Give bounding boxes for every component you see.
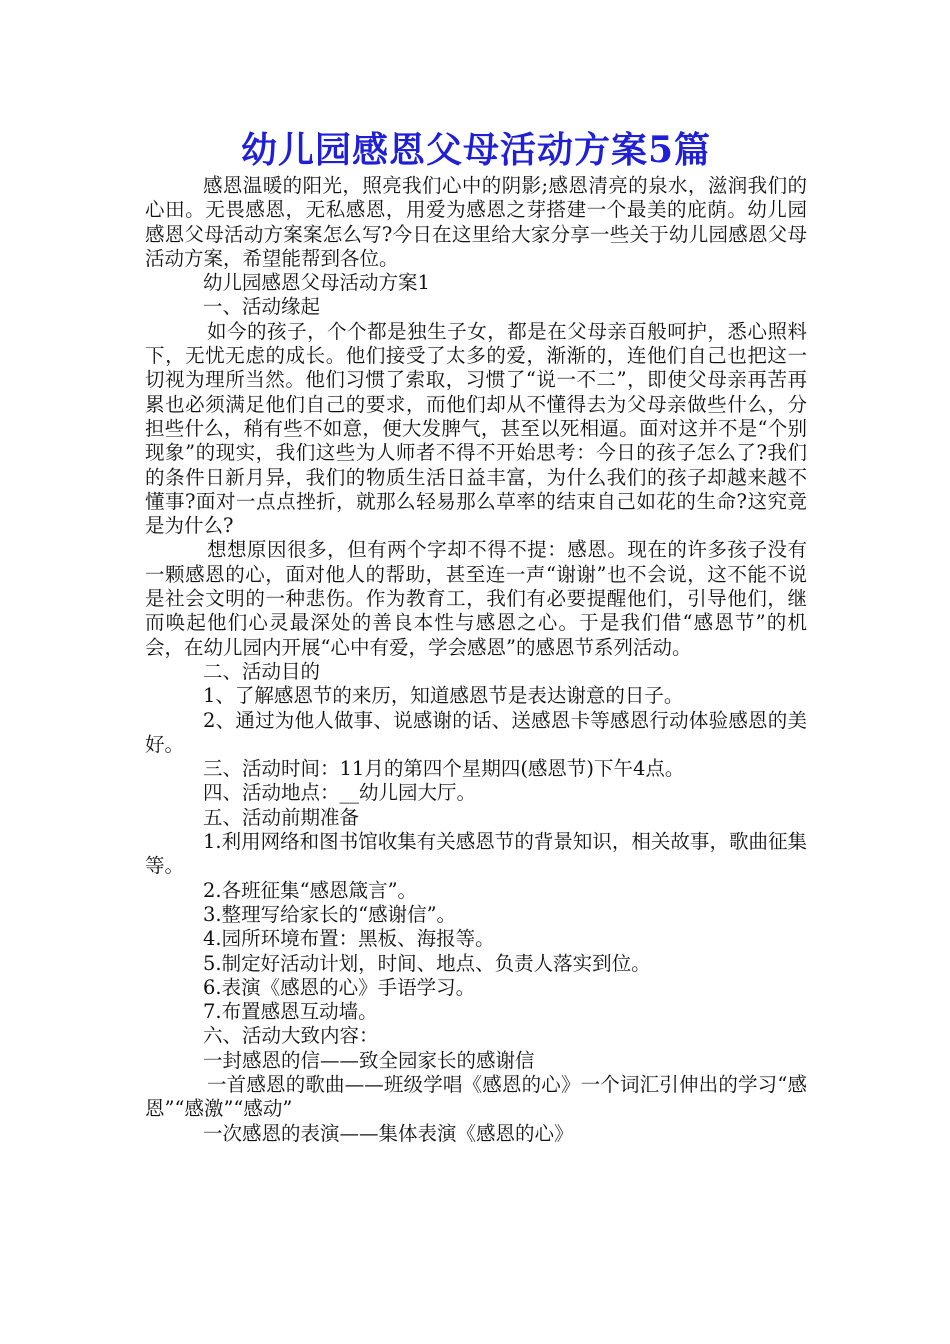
paragraph-sec5-item5: 5.制定好活动计划，时间、地点、负责人落实到位。 xyxy=(203,951,651,975)
paragraph-sec3: 三、活动时间：11月的第四个星期四(感恩节)下午4点。 xyxy=(203,757,685,781)
paragraph-sec1-heading: 一、活动缘起 xyxy=(203,295,321,319)
paragraph-sec5-item6: 6.表演《感恩的心》手语学习。 xyxy=(203,975,476,999)
paragraph-sec5-item4: 4.园所环境布置：黑板、海报等。 xyxy=(203,927,495,951)
paragraph-sec2-heading: 二、活动目的 xyxy=(203,659,321,683)
document-body xyxy=(145,174,807,1146)
paragraph-sec6-heading: 六、活动大致内容： xyxy=(203,1024,379,1048)
paragraph-sec5-item7: 7.布置感恩互动墙。 xyxy=(203,1000,378,1024)
paragraph-intro: 感恩温暖的阳光，照亮我们心中的阴影;感恩清亮的泉水，滋润我们的心田。无畏感恩，无私感恩，用爱为感恩之芽搭建一个最美的庇荫。幼儿园感恩父母活动方案案怎么写?今日在这里给大家分享一些关于幼儿园感恩父母活动方案，希望能帮到各位。 xyxy=(145,174,807,270)
document-page xyxy=(145,128,807,1146)
paragraph-sec6-item3: 一次感恩的表演——集体表演《感恩的心》 xyxy=(203,1121,574,1145)
paragraph-sec1-p2: 想想原因很多，但有两个字却不得不提：感恩。现在的许多孩子没有一颗感恩的心，面对他人的帮助，甚至连一声“谢谢”也不会说，这不能不说是社会文明的一种悲伤。作为教育工，我们有必要提醒他们，引导他们，继而唤起他们心灵最深处的善良本性与感恩之心。于是我们借“感恩节”的机会，在幼儿园内开展“心中有爱，学会感恩”的感恩节系列活动。 xyxy=(145,538,807,659)
paragraph-sec5-item2: 2.各班征集“感恩箴言”。 xyxy=(203,878,418,902)
paragraph-sec6-item1: 一封感恩的信——致全园家长的感谢信 xyxy=(203,1048,535,1072)
paragraph-sec5-item1: 1.利用网络和图书馆收集有关感恩节的背景知识，相关故事，歌曲征集等。 xyxy=(145,830,807,878)
paragraph-plan1-heading: 幼儿园感恩父母活动方案1 xyxy=(203,271,430,295)
paragraph-sec6-item2: 一首感恩的歌曲——班级学唱《感恩的心》一个词汇引伸出的学习“感恩”“感激”“感动” xyxy=(145,1072,807,1121)
paragraph-sec2-item1: 1、了解感恩节的来历，知道感恩节是表达谢意的日子。 xyxy=(203,684,684,708)
paragraph-sec5-heading: 五、活动前期准备 xyxy=(203,805,360,829)
paragraph-sec1-p1: 如今的孩子，个个都是独生子女，都是在父母亲百般呵护，悉心照料下，无忧无虑的成长。他们接受了太多的爱，渐渐的，连他们自己也把这一切视为理所当然。他们习惯了索取，习惯了“说一不二”，即使父母亲再苦再累也必须满足他们自己的要求，而他们却从不懂得去为父母亲做些什么，分担些什么，稍有些不如意，便大发脾气，甚至以死相逼。面对这并不是“个别现象”的现实，我们这些为人师者不得不开始思考：今日的孩子怎么了?我们的条件日新月异，我们的物质生活日益丰富，为什么我们的孩子却越来越不懂事?面对一点点挫折，就那么轻易那么草率的结束自己如花的生命?这究竟是为什么? xyxy=(145,319,807,538)
paragraph-sec5-item3: 3.整理写给家长的“感谢信”。 xyxy=(203,902,457,926)
paragraph-sec2-item2: 2、通过为他人做事、说感谢的话、送感恩卡等感恩行动体验感恩的美好。 xyxy=(145,708,807,756)
document-title: 幼儿园感恩父母活动方案5篇 xyxy=(240,129,712,171)
paragraph-sec4: 四、活动地点：__幼儿园大厅。 xyxy=(203,781,477,805)
